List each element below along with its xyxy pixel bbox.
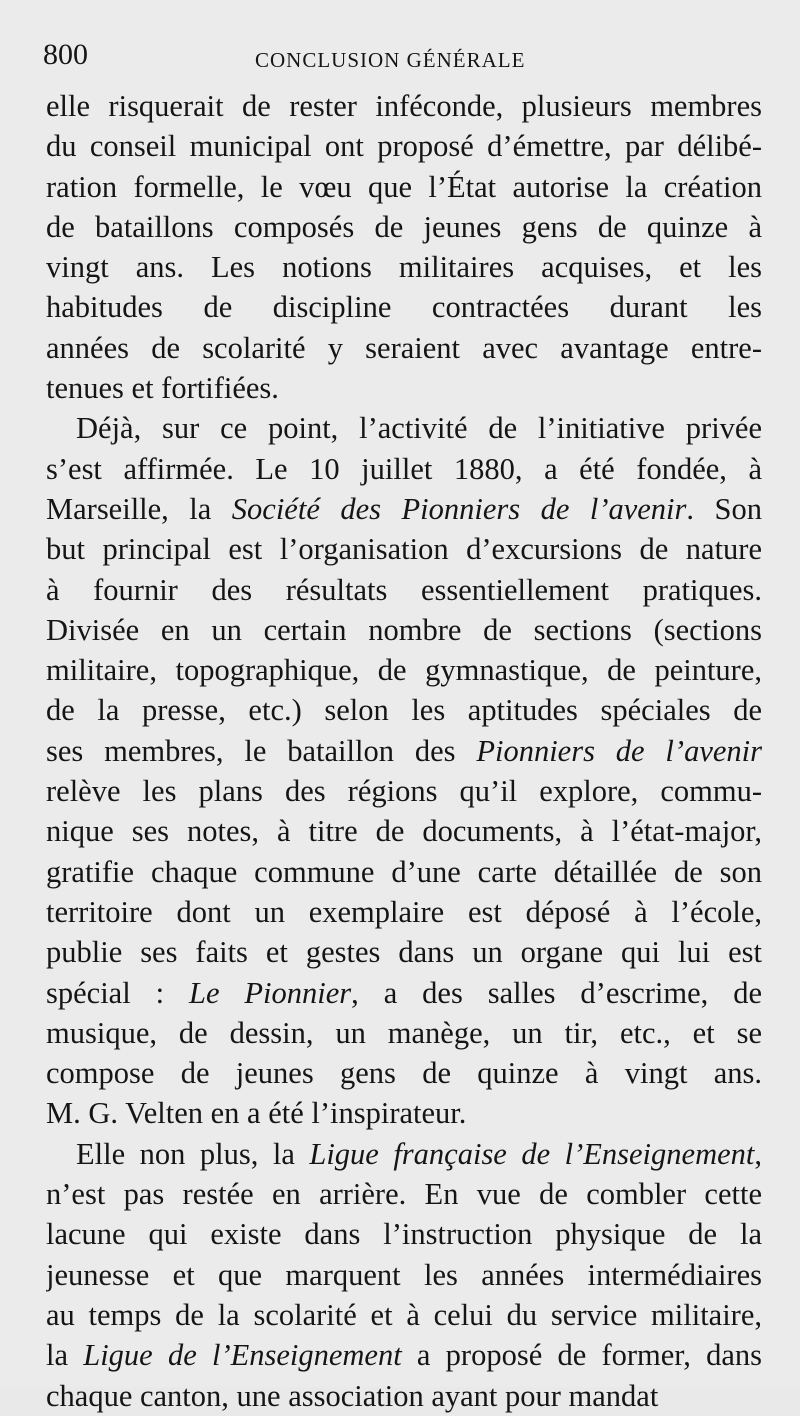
page-header — [43, 38, 763, 78]
paragraph — [46, 86, 762, 408]
italic-text: Ligue de l’Enseignement — [83, 1338, 402, 1373]
text-line — [46, 690, 762, 730]
text-run: Divisée en un certain nombre de sections (sections — [46, 612, 762, 647]
text-line — [46, 449, 762, 489]
text-run: publie ses faits et gestes dans un organe qui lui est — [46, 935, 762, 970]
text-run: territoire dont un exemplaire est déposé à l’école, — [46, 894, 762, 929]
text-run: nique ses notes, à titre de documents, à l’état-major, — [46, 814, 762, 849]
text-run: ration formelle, le vœu que l’État autorise la création — [46, 169, 762, 204]
text-run: au temps de la scolarité et à celui du service militaire, — [46, 1297, 762, 1332]
text-line — [46, 247, 762, 287]
text-run: a proposé de former, dans — [401, 1338, 762, 1373]
text-line — [46, 167, 762, 207]
text-line — [46, 1134, 762, 1174]
text-line — [46, 86, 762, 126]
paragraph — [46, 1134, 762, 1416]
text-line — [46, 892, 762, 932]
italic-text: Le Pionnier — [189, 975, 352, 1010]
text-run: jeunesse et que marquent les années intermédiaires — [46, 1257, 762, 1292]
text-run: années de scolarité y seraient avec avantage entre- — [46, 330, 762, 365]
running-head: CONCLUSION GÉNÉRALE — [255, 48, 526, 72]
text-run: M. G. Velten en a été l’inspirateur. — [46, 1096, 467, 1131]
text-line — [46, 852, 762, 892]
text-run: du conseil municipal ont proposé d’émettre, par délibé- — [46, 129, 762, 164]
text-line — [46, 650, 762, 690]
text-run: Marseille, la — [46, 491, 232, 526]
text-run: but principal est l’organisation d’excursions de nature — [46, 532, 762, 567]
text-run: de bataillons composés de jeunes gens de quinze à — [46, 209, 762, 244]
text-run: vingt ans. Les notions militaires acquises, et les — [46, 250, 762, 285]
text-run: à fournir des résultats essentiellement pratiques. — [46, 572, 762, 607]
text-run: lacune qui existe dans l’instruction physique de la — [46, 1217, 762, 1252]
text-run: habitudes de discipline contractées durant les — [46, 290, 762, 325]
text-run: chaque canton, une association ayant pour mandat — [46, 1378, 659, 1413]
text-run: , a des salles d’escrime, de — [351, 975, 762, 1010]
text-line — [46, 1214, 762, 1254]
text-run: , — [754, 1136, 762, 1171]
text-run: la — [46, 1338, 84, 1373]
text-line — [46, 126, 762, 166]
text-line — [46, 570, 762, 610]
text-line — [46, 287, 762, 327]
text-line — [46, 1376, 762, 1416]
text-line — [46, 1093, 762, 1133]
text-line — [46, 368, 762, 408]
body-text — [46, 86, 762, 1416]
text-line — [46, 489, 762, 529]
text-line — [46, 328, 762, 368]
text-line — [46, 932, 762, 972]
italic-text: Pionniers de l’avenir — [476, 733, 762, 768]
text-line — [46, 610, 762, 650]
text-line — [46, 207, 762, 247]
text-line — [46, 529, 762, 569]
text-run: n’est pas restée en arrière. En vue de combler cette — [46, 1177, 762, 1212]
page-number: 800 — [43, 38, 88, 71]
text-run: Elle non plus, la — [76, 1136, 310, 1171]
text-run: militaire, topographique, de gymnastique, de peinture, — [46, 653, 762, 688]
text-run: tenues et fortifiées. — [46, 371, 279, 406]
text-run: s’est affirmée. Le 10 juillet 1880, a été fondée, à — [46, 451, 762, 486]
text-run: ses membres, le bataillon des — [46, 733, 477, 768]
text-line — [46, 771, 762, 811]
paragraph — [46, 408, 762, 1133]
text-line — [46, 811, 762, 851]
text-line — [46, 1335, 762, 1375]
text-run: relève les plans des régions qu’il explore, commu- — [46, 774, 762, 809]
text-line — [46, 1053, 762, 1093]
text-run: . Son — [686, 491, 762, 526]
text-run: compose de jeunes gens de quinze à vingt ans. — [46, 1056, 762, 1091]
text-run: gratifie chaque commune d’une carte détaillée de son — [46, 854, 762, 889]
text-run: Déjà, sur ce point, l’activité de l’initiative privée — [76, 411, 762, 446]
text-run: elle risquerait de rester inféconde, plusieurs membres — [46, 89, 762, 123]
text-line — [46, 1295, 762, 1335]
text-run: de la presse, etc.) selon les aptitudes spéciales de — [46, 693, 762, 728]
italic-text: Société des Pionniers de l’avenir — [231, 491, 687, 526]
text-line — [46, 1174, 762, 1214]
text-line — [46, 408, 762, 448]
text-run: musique, de dessin, un manège, un tir, etc., et se — [46, 1015, 762, 1050]
text-line — [46, 731, 762, 771]
text-line — [46, 973, 762, 1013]
text-run: spécial : — [46, 975, 189, 1010]
text-line — [46, 1013, 762, 1053]
text-line — [46, 1255, 762, 1295]
italic-text: Ligue française de l’Enseignement — [309, 1136, 755, 1171]
